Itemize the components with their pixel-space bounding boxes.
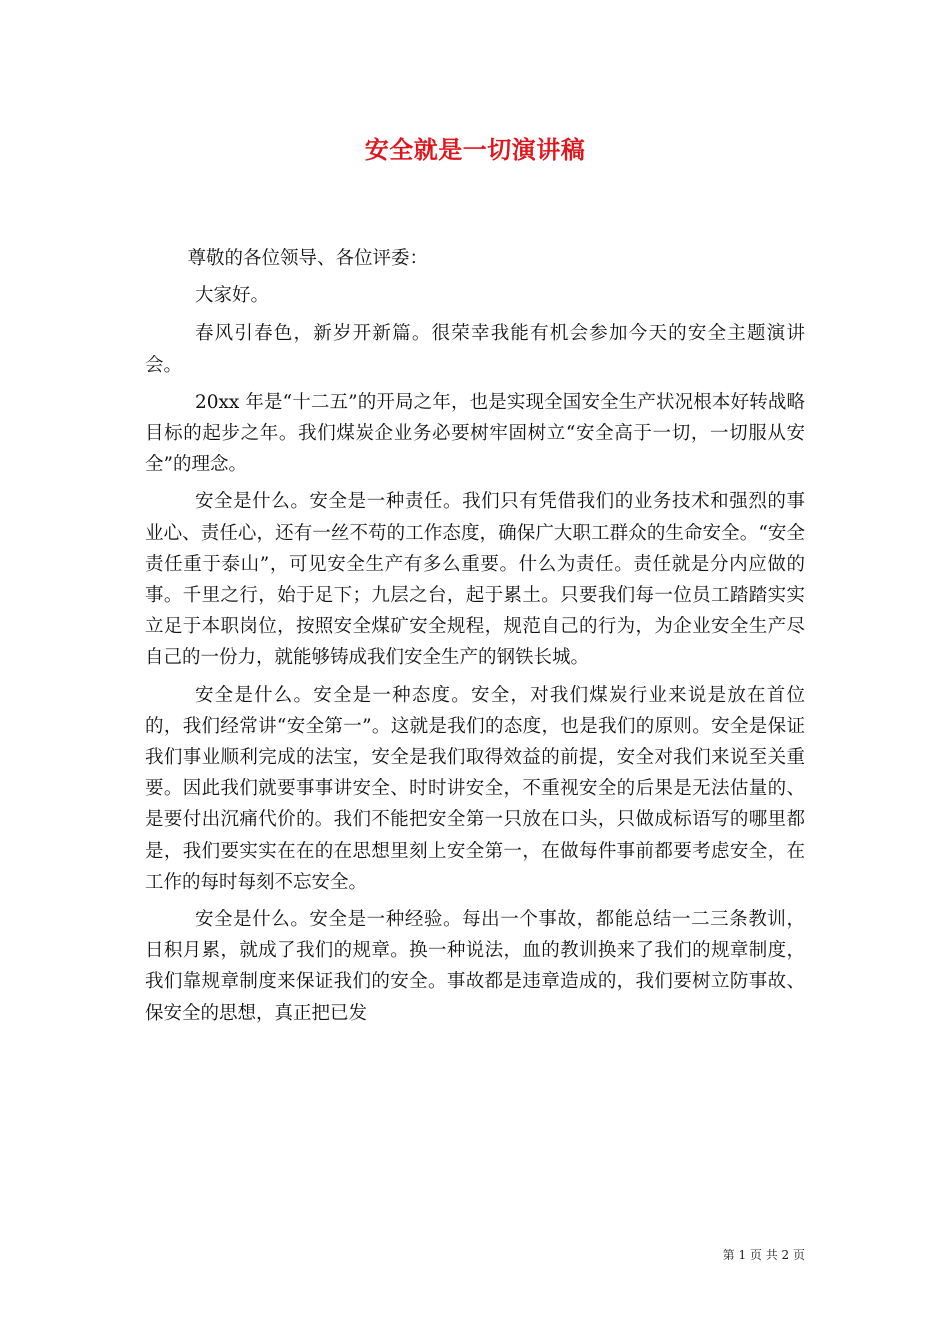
greeting: 大家好。 xyxy=(194,285,269,307)
document-body xyxy=(145,243,805,1035)
salutation: 尊敬的各位领导、各位评委： xyxy=(187,248,429,269)
page-indicator: 第 1 页 共 2 页 xyxy=(722,1248,805,1262)
paragraph-2: 20xx 年是“十二五”的开局之年，也是实现全国安全生产状况根本好转战略目标的起步之年。我们煤炭企业务必要树牢固树立“安全高于一切，一切服从安全”的理念。 xyxy=(145,391,805,476)
paragraph-1: 春风引春色，新岁开新篇。很荣幸我能有机会参加今天的安全主题演讲会。 xyxy=(145,323,805,376)
paragraph-5: 安全是什么。安全是一种经验。每出一个事故，都能总结一二三条教训，日积月累，就成了我们的规章。换一种说法，血的教训换来了我们的规章制度，我们靠规章制度来保证我们的安全。事故都是违章造成的，我们要树立防事故、保安全的思想，真正把已发 xyxy=(145,909,805,1024)
document-title: 安全就是一切演讲稿 xyxy=(364,135,586,164)
paragraph-3: 安全是什么。安全是一种责任。我们只有凭借我们的业务技术和强烈的事业心、责任心，还有一丝不苟的工作态度，确保广大职工群众的生命安全。“安全责任重于泰山”，可见安全生产有多么重要。什么为责任。责任就是分内应做的事。千里之行，始于足下；九层之台，起于累土。只要我们每一位员工踏踏实实立足于本职岗位，按照安全煤矿安全规程，规范自己的行为，为企业安全生产尽自己的一份力，就能够铸成我们安全生产的钢铁长城。 xyxy=(145,491,805,669)
paragraph-4: 安全是什么。安全是一种态度。安全，对我们煤炭行业来说是放在首位的，我们经常讲“安全第一”。这就是我们的态度，也是我们的原则。安全是保证我们事业顺利完成的法宝，安全是我们取得效益的前提，安全对我们来说至关重要。因此我们就要事事讲安全、时时讲安全，不重视安全的后果是无法估量的、是要付出沉痛代价的。我们不能把安全第一只放在口头，只做成标语写的哪里都是，我们要实实在在的在思想里刻上安全第一，在做每件事前都要考虑安全，在工作的每时每刻不忘安全。 xyxy=(145,684,805,893)
